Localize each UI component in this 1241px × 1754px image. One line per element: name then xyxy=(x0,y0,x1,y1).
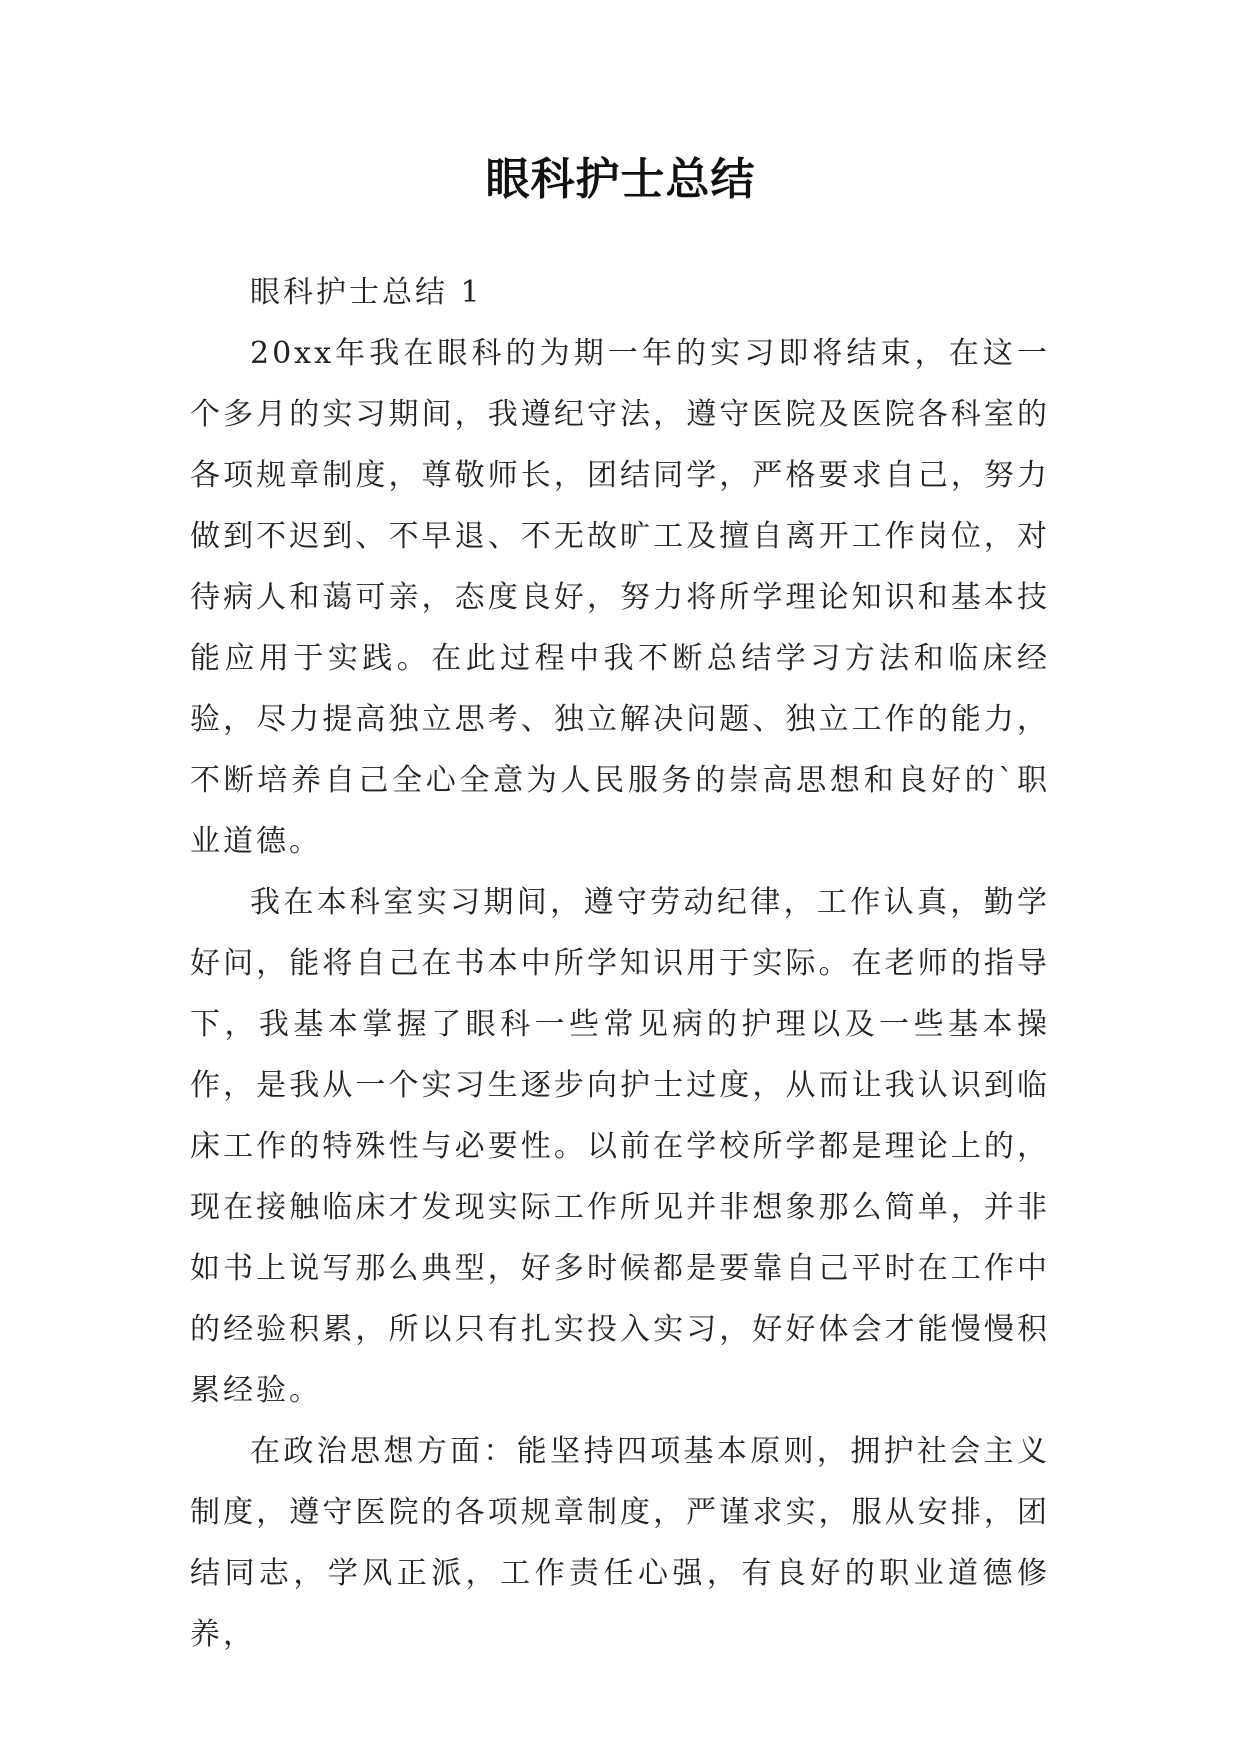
document-body xyxy=(190,262,1050,1665)
paragraph-3: 在政治思想方面：能坚持四项基本原则，拥护社会主义制度，遵守医院的各项规章制度，严谨求实，服从安排，团结同志，学风正派，工作责任心强，有良好的职业道德修养， xyxy=(190,1434,1050,1652)
section-heading: 眼科护士总结 1 xyxy=(250,275,483,310)
paragraph-2: 我在本科室实习期间，遵守劳动纪律，工作认真，勤学好问，能将自己在书本中所学知识用于实际。在老师的指导下，我基本掌握了眼科一些常见病的护理以及一些基本操作，是我从一个实习生逐步向护士过度，从而让我认识到临床工作的特殊性与必要性。以前在学校所学都是理论上的，现在接触临床才发现实际工作所见并非想象那么简单，并非如书上说写那么典型，好多时候都是要靠自己平时在工作中的经验积累，所以只有扎实投入实习，好好体会才能慢慢积累经验。 xyxy=(190,885,1050,1408)
document-title: 眼科护士总结 xyxy=(485,154,756,205)
paragraph-1: 20xx年我在眼科的为期一年的实习即将结束，在这一个多月的实习期间，我遵纪守法，遵守医院及医院各科室的各项规章制度，尊敬师长，团结同学，严格要求自己，努力做到不迟到、不早退、不无故旷工及擅自离开工作岗位，对待病人和蔼可亲，态度良好，努力将所学理论知识和基本技能应用于实践。在此过程中我不断总结学习方法和临床经验，尽力提高独立思考、独立解决问题、独立工作的能力，不断培养自己全心全意为人民服务的崇高思想和良好的`职业道德。 xyxy=(190,336,1050,859)
